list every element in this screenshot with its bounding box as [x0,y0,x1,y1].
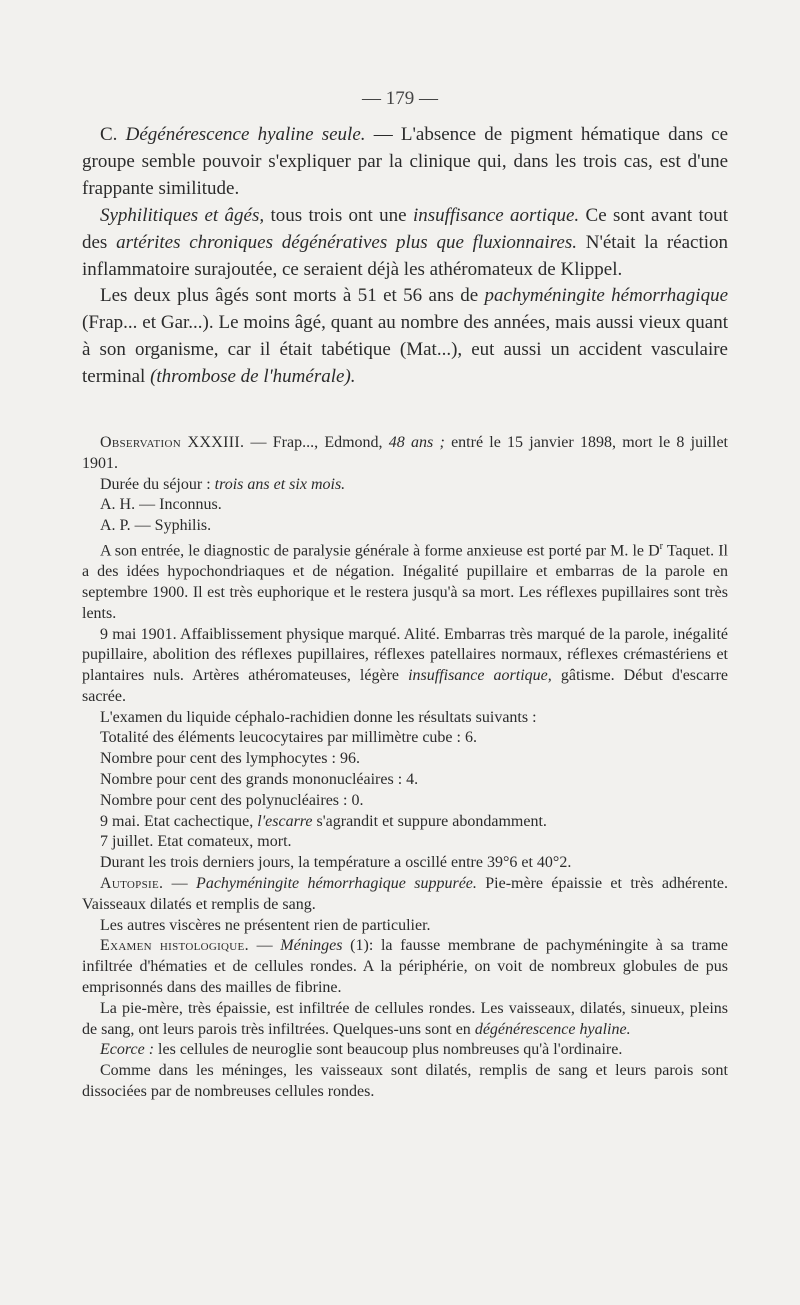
section-label: C. [100,124,118,145]
paragraph-text: Les deux plus âgés sont morts à 51 et 56 ans de [100,285,485,307]
paragraph-text: — L'absence de pigment hématique dans ce groupe semble pouvoir s'expliquer par la clinique qui, dans les trois cas, est d'une frappante similitude. [82,124,729,199]
italic-text: insuffisance aortique, [408,667,552,685]
paragraph-text: — [248,937,281,955]
observation-header [82,433,728,475]
paragraph-text: entré le 15 janvier 1898, mort le 8 juillet 1901. [82,434,728,472]
paragraph-text: — [163,875,197,893]
duree-sejour [82,475,728,496]
italic-text: Méninges [280,937,343,955]
paragraph-9-mai [82,812,728,833]
paragraph-text: La pie-mère, très épaissie, est infiltrée de cellules rondes. Les vaisseaux, dilatés, sinueux, pleins de sang, ont leurs parois très infiltrées. Quelques-uns sont en [82,999,728,1038]
page-number: — 179 — [362,88,438,109]
italic-text: pachyméningite hémorrhagique [484,285,728,307]
paragraph-text: tous trois ont une [264,204,413,226]
paragraph-text: Durée du séjour : [100,475,215,493]
superscript: r [659,540,663,552]
lcr-line-3: Nombre pour cent des grands mononucléaires : 4. [100,771,419,789]
paragraph-text: — Frap..., Edmond, [244,434,389,451]
lcr-line-1: Totalité des éléments leucocytaires par millimètre cube : 6. [100,729,477,747]
italic-text: 48 ans ; [388,434,445,451]
paragraph-meninges-vaisseaux: Comme dans les méninges, les vaisseaux sont dilatés, remplis de sang et leurs parois sont dissociées par de nombreuses cellules rondes. [82,1062,728,1101]
italic-text: artérites chroniques dégénératives plus que fluxionnaires. [116,231,577,253]
paragraph-text: 9 mai 1901. Affaiblissement physique marqué. Alité. Embarras très marqué de la parole, inégalité pupillaire, abolition des réflexes pupillaires, réflexes patellaires normaux, réflexes crémastériens et plantaires nuls. Artères athéromateuses, légère [82,625,728,685]
lcr-intro: L'examen du liquide céphalo-rachidien donne les résultats suivants : [100,708,537,726]
paragraph-text: Taquet. Il a des idées hypochondriaques et de négation. Inégalité pupillaire et embarras de la parole en septembre 1900. Il est très euphorique et le restera jusqu'à sa mort. Les réflexes pupillaires sont très lents. [82,542,728,622]
italic-text: Ecorce : [100,1041,155,1059]
paragraph-text: les cellules de neuroglie sont beaucoup plus nombreuses qu'à l'ordinaire. [154,1041,623,1059]
observation-section [82,433,728,1103]
paragraph-hyaline-intro [82,122,728,203]
section-title: Dégénérescence hyaline seule. [125,124,366,145]
paragraph-text: (1): la fausse membrane de pachyméningite à sa trame infiltrée d'hématies et de cellules rondes. A la périphérie, on voit de nombreux globules de pus emprisonnés dans des mailles de fibrine. [82,937,729,997]
paragraph-text: s'agrandit et suppure abondamment. [312,812,547,830]
paragraph-text: A son entrée, le diagnostic de paralysie générale à forme anxieuse est porté par M. le D [100,542,660,560]
paragraph-ecorce [82,1040,728,1061]
paragraph-entree [82,537,728,625]
autopsie-label: Autopsie. [100,875,164,893]
paragraph-7-juillet: 7 juillet. Etat comateux, mort. [100,833,292,851]
paragraph-syphilitiques [82,203,728,284]
histologie-label: Examen histologique. [100,937,249,955]
paragraph-text: gâtisme. Début d'escarre sacrée. [82,667,728,705]
italic-text: trois ans et six mois. [214,475,346,493]
paragraph-deux-plus-ages [82,283,728,391]
italic-text: Syphilitiques et âgés, [100,204,265,226]
italic-text: l'escarre [257,812,313,830]
italic-text: insuffisance aortique. [412,204,580,226]
italic-text: (thrombose de l'humérale). [150,366,356,388]
italic-text: Pachyméningite hémorrhagique suppurée. [196,875,477,893]
antecedents-personnels: A. P. — Syphilis. [100,517,212,535]
paragraph-text: Pie-mère épaissie et très adhérente. Vaisseaux dilatés et remplis de sang. [82,875,729,913]
paragraph-visceres: Les autres viscères ne présentent rien de particulier. [100,916,431,934]
lcr-line-2: Nombre pour cent des lymphocytes : 96. [100,750,360,768]
italic-text: dégénérescence hyaline. [474,1020,631,1038]
paragraph-temperature: Durant les trois derniers jours, la température a oscillé entre 39°6 et 40°2. [100,854,572,872]
lcr-line-4: Nombre pour cent des polynucléaires : 0. [100,791,364,809]
paragraph-text: 9 mai. Etat cachectique, [100,812,258,830]
paragraph-pie-mere [82,999,728,1041]
paragraph-examen-histologique [82,936,728,998]
paragraph-autopsie [82,874,728,916]
antecedents-hereditaires: A. H. — Inconnus. [100,496,222,514]
observation-label: Observation XXXIII. [100,434,245,451]
paragraph-text: N'était la réaction inflammatoire surajoutée, ce seraient déjà les athéromateux de Klippel. [82,231,729,280]
paragraph-9-mai-1901 [82,625,728,708]
paragraph-text: (Frap... et Gar...). Le moins âgé, quant au nombre des années, mais aussi vieux quant à son organisme, car il était tabétique (Mat...), eut aussi un accident vasculaire terminal [82,312,728,388]
paragraph-text: Ce sont avant tout des [82,204,728,253]
section-c-text [82,122,728,391]
